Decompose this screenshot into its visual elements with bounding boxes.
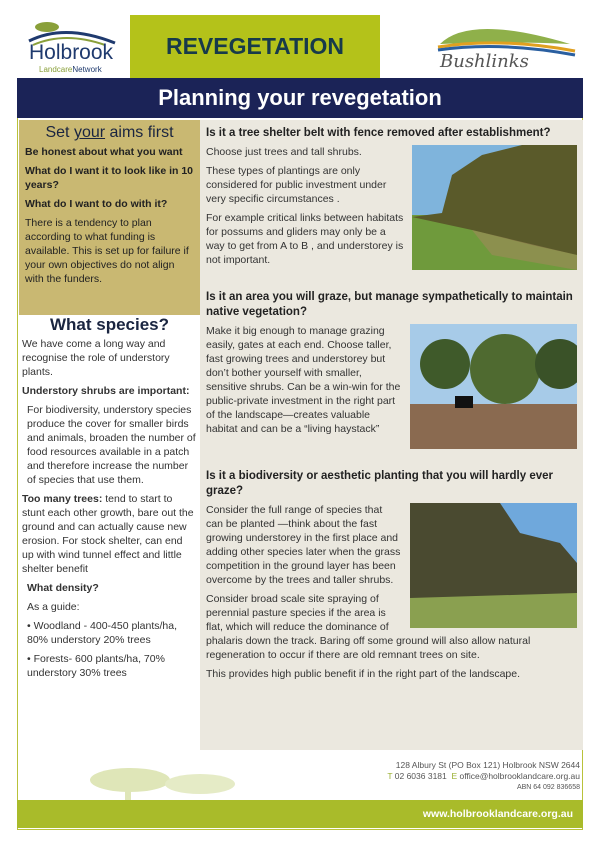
paragraph: This provides high public benefit if in the right part of the landscape. bbox=[206, 668, 521, 680]
subheading: What density? bbox=[27, 582, 99, 594]
shelter-belt-photo bbox=[412, 145, 577, 270]
holbrook-landcare-logo bbox=[17, 15, 130, 78]
address: 128 Albury St (PO Box 121) Holbrook NSW 2644 bbox=[395, 760, 580, 770]
species-title: What species? bbox=[49, 315, 170, 334]
paragraph: For example critical links between habitats for possums and gliders may only be a way to get from A to B , and understorey is not important. bbox=[206, 212, 404, 266]
paragraph: Consider the full range of species that can be planted —think about the fast growing understorey in the first place and adding other species later when the grass competition in the ground layer has been overcome by the trees and taller shrubs. bbox=[206, 504, 401, 586]
page-category-title: REVEGETATION bbox=[130, 15, 380, 78]
aims-question: What do I want it to look like in 10 years? bbox=[25, 165, 194, 191]
tree-silhouette-icon bbox=[70, 762, 250, 800]
aims-title: Set your aims first bbox=[45, 124, 174, 141]
paragraph: Choose just trees and tall shrubs. bbox=[206, 146, 362, 158]
section-shelter-belt bbox=[206, 126, 577, 276]
section-question: Is it an area you will graze, but manage sympathetically to maintain native vegetation? bbox=[206, 291, 573, 318]
section-question: Is it a biodiversity or aesthetic planting that you will hardly ever graze? bbox=[206, 470, 554, 497]
subheading: Understory shrubs are important: bbox=[22, 385, 190, 397]
bullet-item: • Woodland - 400-450 plants/ha, 80% understory 20% trees bbox=[27, 620, 177, 646]
section-graze bbox=[206, 290, 577, 455]
paragraph: These types of plantings are only considered for public investment under very specific circumstances . bbox=[206, 165, 387, 205]
section-biodiversity bbox=[206, 469, 577, 686]
aims-question: Be honest about what you want bbox=[25, 146, 183, 158]
aims-body: There is a tendency to plan according to what funding is available. This is set up for failure if your own objectives do not align with the funders. bbox=[25, 217, 189, 285]
species-section bbox=[19, 315, 200, 685]
website-link[interactable]: www.holbrooklandcare.org.au bbox=[17, 800, 583, 828]
bushlinks-logo bbox=[380, 15, 583, 78]
aims-question: What do I want to do with it? bbox=[25, 198, 168, 210]
paragraph: For biodiversity, understory species produce the cover for smaller birds and animals, broaden the number of food resources available in a patch and therefore increase the number of species that use them. bbox=[27, 404, 196, 486]
paragraph: Consider broad scale site spraying of perennial pasture species if the area is flat, which will reduce the dominance of phalaris down the track. Baring off some ground will also allow natural regeneration to occur if there are old remnant trees on site. bbox=[206, 593, 531, 661]
page-title: Planning your revegetation bbox=[17, 78, 583, 118]
biodiversity-planting-photo bbox=[410, 503, 577, 628]
paragraph: Too many trees: tend to start to stunt each other growth, bare out the ground and can actually cause new erosion. For stock shelter, can end up with wind tunnel effect and little shelter benefit bbox=[22, 493, 194, 575]
grazing-area-photo bbox=[410, 324, 577, 449]
logo-subtext: LandcareNetwork bbox=[39, 65, 102, 74]
paragraph: We have come a long way and recognise the role of understory plants. bbox=[22, 338, 170, 378]
main-content bbox=[200, 120, 583, 750]
section-question: Is it a tree shelter belt with fence removed after establishment? bbox=[206, 127, 551, 139]
email-link[interactable]: office@holbrooklandcare.org.au bbox=[459, 771, 580, 781]
aims-box bbox=[19, 120, 200, 315]
phone: 02 6036 3181 bbox=[394, 771, 447, 781]
logo-text: Holbrook bbox=[29, 41, 114, 64]
abn: ABN 64 092 836658 bbox=[516, 784, 580, 791]
contact-details: 128 Albury St (PO Box 121) Holbrook NSW 2644 T 02 6036 3181 E office@holbrooklandcare.org.au ABN 64 092 836658 bbox=[387, 760, 580, 791]
paragraph: As a guide: bbox=[27, 601, 80, 613]
header bbox=[17, 15, 583, 78]
paragraph: Make it big enough to manage grazing easily, gates at each end. Choose taller, fast growing trees and understorey but don’t bother yourself with smaller, sensitive shrubs. Can be a win-win for the public-private investment in the right part of the landscape—creates valuable habitat and can be a “living haystack” bbox=[206, 325, 401, 435]
bullet-item: • Forests- 600 plants/ha, 70% understory 30% trees bbox=[27, 653, 165, 679]
logo-text: Bushlinks bbox=[440, 51, 529, 72]
